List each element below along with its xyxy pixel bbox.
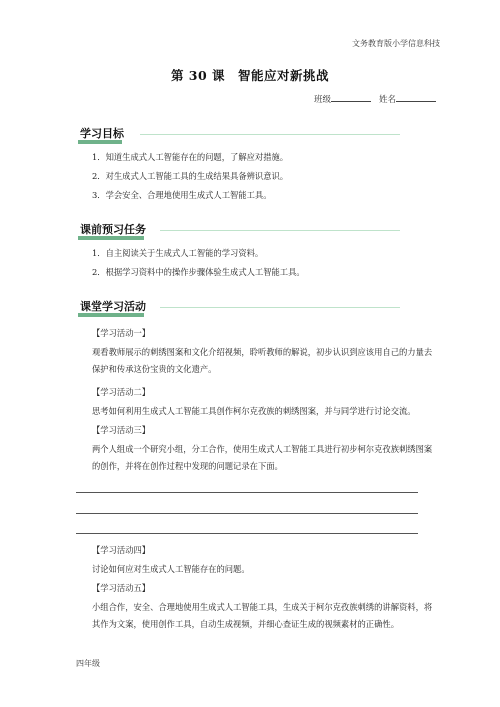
answer-line[interactable]	[76, 513, 418, 514]
goal-item: 1．知道生成式人工智能存在的问题，了解应对措施。	[92, 152, 289, 162]
class-blank[interactable]	[331, 92, 371, 102]
activity-title: 【学习活动三】	[92, 425, 151, 435]
section-heading-activities: 课堂学习活动	[80, 298, 146, 314]
activity-title: 【学习活动一】	[92, 328, 151, 338]
activity-text: 观看教师展示的刺绣图案和文化介绍视频，聆听教师的解说，初步认识到应该用自己的力量去保护和传承这份宝贵的文化遗产。	[92, 347, 433, 374]
goal-item: 2．对生成式人工智能工具的生成结果具备辨识意识。	[92, 171, 289, 181]
activity-title: 【学习活动五】	[92, 583, 151, 593]
activity-text: 两个人组成一个研究小组，分工合作，使用生成式人工智能工具进行初步柯尔克孜族刺绣图案的创作，并将在创作过程中发现的问题记录在下面。	[92, 444, 433, 471]
grade-footer: 四年级	[76, 659, 100, 668]
section-heading-preview: 课前预习任务	[80, 221, 146, 237]
activity-text: 小组合作，安全、合理地使用生成式人工智能工具，生成关于柯尔克孜族刺绣的讲解资料，将其作为文案，使用创作工具，自动生成视频，并细心查证生成的视频素材的正确性。	[92, 602, 433, 629]
name-blank[interactable]	[396, 92, 436, 102]
preview-item: 2．根据学习资料中的操作步骤体验生成式人工智能工具。	[92, 267, 305, 277]
activity-text: 思考如何利用生成式人工智能工具创作柯尔克孜族的刺绣图案，并与同学进行讨论交流。	[92, 406, 416, 416]
class-field[interactable]	[314, 92, 371, 105]
answer-line[interactable]	[76, 492, 418, 493]
section-divider	[160, 307, 400, 308]
section-divider	[140, 134, 400, 135]
heading-highlight	[78, 140, 122, 144]
heading-highlight	[78, 236, 144, 240]
activity-text: 讨论如何应对生成式人工智能存在的问题。	[92, 564, 250, 574]
activity-title: 【学习活动四】	[92, 545, 151, 555]
heading-highlight	[78, 313, 144, 317]
class-label: 班级	[313, 95, 331, 105]
name-field[interactable]	[379, 92, 436, 105]
name-label: 姓名	[378, 95, 396, 105]
goal-item: 3．学会安全、合理地使用生成式人工智能工具。	[92, 190, 272, 200]
section-divider	[160, 230, 400, 231]
student-info-fields	[314, 92, 436, 105]
answer-line[interactable]	[76, 533, 418, 534]
section-heading-goals: 学习目标	[80, 125, 124, 141]
header-tag: 文务教育版小学信息科技	[352, 39, 440, 48]
page-title: 第 30 课 智能应对新挑战	[170, 68, 330, 83]
preview-item: 1．自主阅读关于生成式人工智能的学习资料。	[92, 248, 264, 258]
activity-title: 【学习活动二】	[92, 387, 151, 397]
